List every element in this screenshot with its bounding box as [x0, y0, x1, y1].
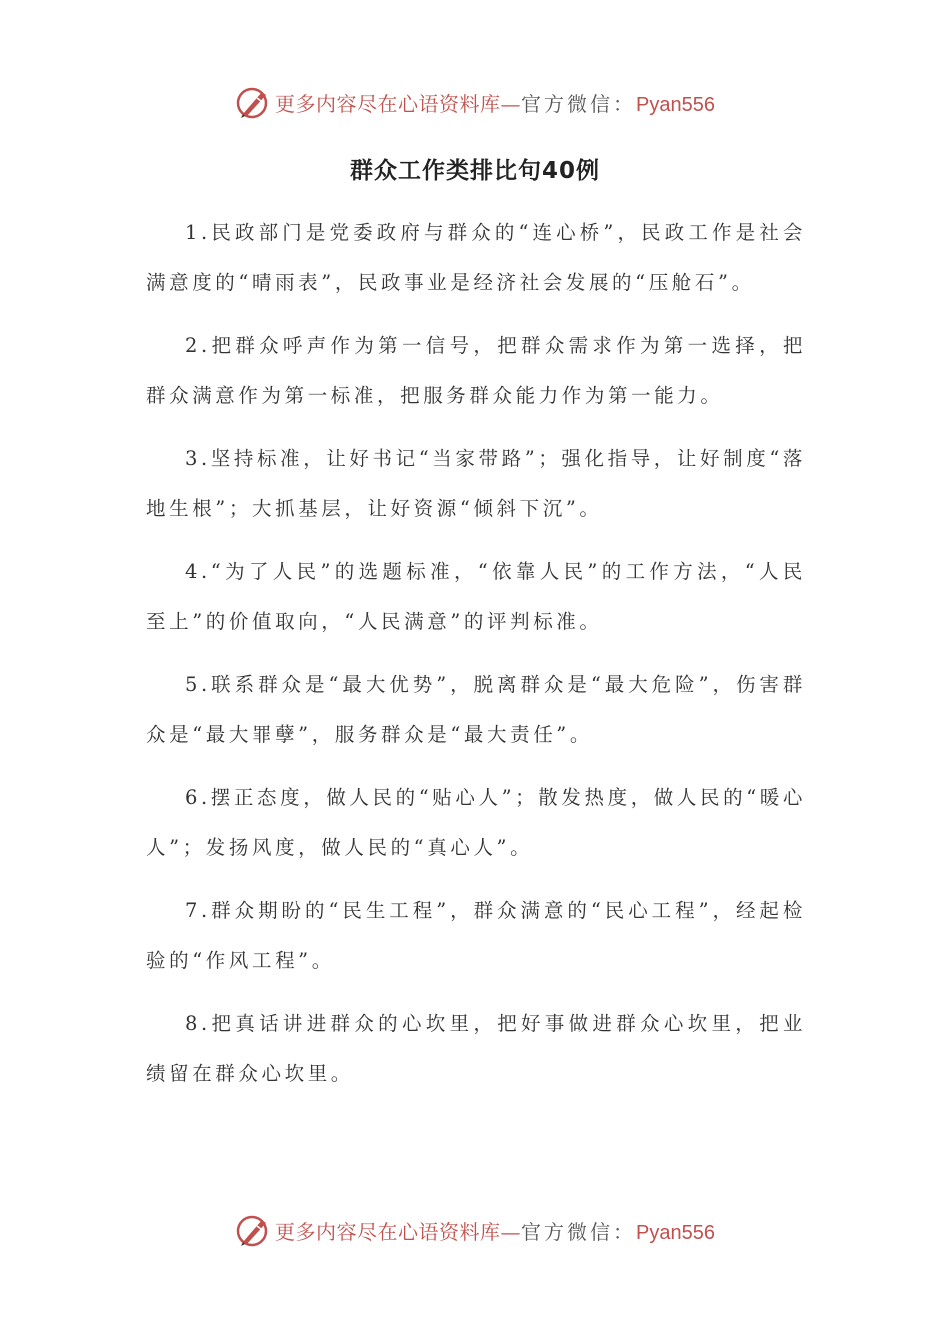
paragraph-7: 7.群众期盼的“民生工程”，群众满意的“民心工程”，经起检验的“作风工程”。 [146, 899, 806, 972]
paragraph-3: 3.坚持标准，让好书记“当家带路”；强化指导，让好制度“落地生根”；大抓基层，让好资源“倾斜下沉”。 [146, 447, 806, 520]
document-body [146, 208, 806, 1112]
pen-logo-icon [235, 84, 271, 120]
paragraph-6: 6.摆正态度，做人民的“贴心人”；散发热度，做人民的“暖心人”；发扬风度，做人民的“真心人”。 [146, 786, 806, 859]
paragraph-5: 5.联系群众是“最大优势”，脱离群众是“最大危险”，伤害群众是“最大罪孽”，服务群众是“最大责任”。 [146, 673, 806, 746]
document-title: 群众工作类排比句40例 [349, 158, 600, 184]
footer-banner-wechat-id: Pyan556 [636, 1221, 715, 1244]
footer-banner [0, 1210, 950, 1250]
banner-main-text: 更多内容尽在心语资料库 [275, 91, 501, 116]
footer-banner-dash: — [500, 1219, 522, 1244]
banner-wechat-id: Pyan556 [636, 93, 715, 116]
paragraph-4: 4.“为了人民”的选题标准，“依靠人民”的工作方法，“人民至上”的价值取向，“人民满意”的评判标准。 [146, 560, 806, 633]
paragraph-8: 8.把真话讲进群众的心坎里，把好事做进群众心坎里，把业绩留在群众心坎里。 [146, 1012, 806, 1085]
pen-logo-icon [235, 1212, 271, 1248]
paragraph-2: 2.把群众呼声作为第一信号，把群众需求作为第一选择，把群众满意作为第一标准，把服务群众能力作为第一能力。 [146, 334, 806, 407]
header-banner [0, 82, 950, 122]
paragraph-1: 1.民政部门是党委政府与群众的“连心桥”，民政工作是社会满意度的“晴雨表”，民政事业是经济社会发展的“压舱石”。 [146, 221, 806, 294]
banner-wechat-label: 官方微信： [521, 91, 637, 116]
footer-banner-main-text: 更多内容尽在心语资料库 [275, 1219, 501, 1244]
footer-banner-wechat-label: 官方微信： [521, 1219, 637, 1244]
banner-dash: — [500, 91, 522, 116]
